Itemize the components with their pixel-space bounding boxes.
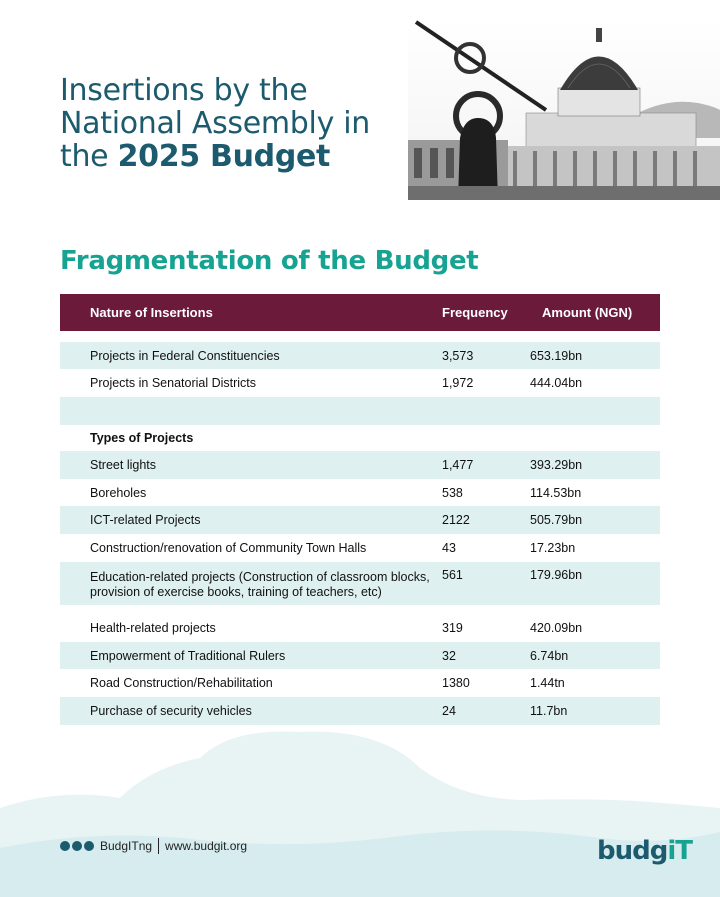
table-row — [60, 562, 660, 605]
x-icon[interactable] — [60, 841, 70, 851]
row-amount: 179.96bn — [530, 568, 583, 582]
table-row-spacer — [60, 397, 660, 425]
row-frequency: 319 — [442, 621, 463, 635]
row-label: Education-related projects (Construction of classroom blocks, provision of exercise books, training of teachers, etc) — [90, 570, 430, 599]
row-label: Road Construction/Rehabilitation — [90, 676, 273, 690]
title-line-3-prefix: the — [60, 139, 118, 174]
row-amount: 11.7bn — [530, 704, 568, 718]
row-amount: 505.79bn — [530, 513, 583, 527]
row-frequency: 1,477 — [442, 458, 474, 472]
title-line-3 — [60, 140, 400, 173]
table-header — [60, 294, 660, 331]
row-label: Projects in Federal Constituencies — [90, 349, 280, 363]
row-amount: 393.29bn — [530, 458, 583, 472]
row-frequency: 32 — [442, 649, 456, 663]
title-line-2: National Assembly in — [60, 106, 371, 141]
row-label: Types of Projects — [90, 431, 194, 445]
row-frequency: 1380 — [442, 676, 470, 690]
row-label: Boreholes — [90, 486, 147, 500]
facebook-icon[interactable] — [72, 841, 82, 851]
youtube-icon[interactable] — [84, 841, 94, 851]
table-row-subheading — [60, 425, 660, 451]
row-label: Health-related projects — [90, 621, 216, 635]
table-row — [60, 697, 660, 725]
row-label: Street lights — [90, 458, 157, 472]
row-label: Purchase of security vehicles — [90, 704, 252, 718]
column-header-nature: Nature of Insertions — [90, 305, 213, 320]
budgit-logo — [597, 836, 692, 866]
row-amount: 1.44tn — [530, 676, 565, 690]
table-row — [60, 451, 660, 479]
row-amount: 444.04bn — [530, 376, 583, 390]
row-amount: 653.19bn — [530, 349, 583, 363]
table-row — [60, 642, 660, 669]
table-row — [60, 669, 660, 697]
logo-part-1: budg — [597, 836, 668, 866]
row-frequency: 1,972 — [442, 376, 474, 390]
row-amount: 17.23bn — [530, 541, 576, 555]
footer-divider — [158, 838, 159, 854]
page-title — [60, 74, 400, 173]
table-row — [60, 342, 660, 369]
website-link[interactable]: www.budgit.org — [165, 839, 248, 853]
title-line-3-bold: 2025 Budget — [117, 139, 331, 174]
row-label: Empowerment of Traditional Rulers — [90, 649, 286, 663]
insertions-table — [60, 294, 660, 725]
row-frequency: 2122 — [442, 513, 470, 527]
row-amount: 6.74bn — [530, 649, 569, 663]
row-frequency: 43 — [442, 541, 456, 555]
social-handle[interactable]: BudgITng — [100, 839, 153, 853]
table-row — [60, 534, 660, 562]
footer — [60, 838, 247, 854]
table-row — [60, 506, 660, 534]
row-label: ICT-related Projects — [90, 513, 201, 527]
national-assembly-image — [408, 18, 720, 200]
row-amount: 114.53bn — [530, 486, 582, 500]
column-header-frequency: Frequency — [442, 305, 508, 320]
section-title: Fragmentation of the Budget — [60, 246, 479, 276]
table-row — [60, 369, 660, 397]
row-frequency: 538 — [442, 486, 463, 500]
social-icons — [60, 841, 94, 851]
row-label: Projects in Senatorial Districts — [90, 376, 257, 390]
logo-part-2: iT — [667, 836, 692, 866]
row-frequency: 24 — [442, 704, 456, 718]
table-row — [60, 616, 660, 642]
row-frequency: 3,573 — [442, 349, 474, 363]
table-row — [60, 479, 660, 506]
row-amount: 420.09bn — [530, 621, 583, 635]
title-line-1: Insertions by the — [60, 73, 308, 108]
column-header-amount: Amount (NGN) — [542, 305, 633, 320]
background-hills-graphic — [0, 728, 720, 897]
row-frequency: 561 — [442, 568, 463, 582]
row-label: Construction/renovation of Community Town Halls — [90, 541, 367, 555]
